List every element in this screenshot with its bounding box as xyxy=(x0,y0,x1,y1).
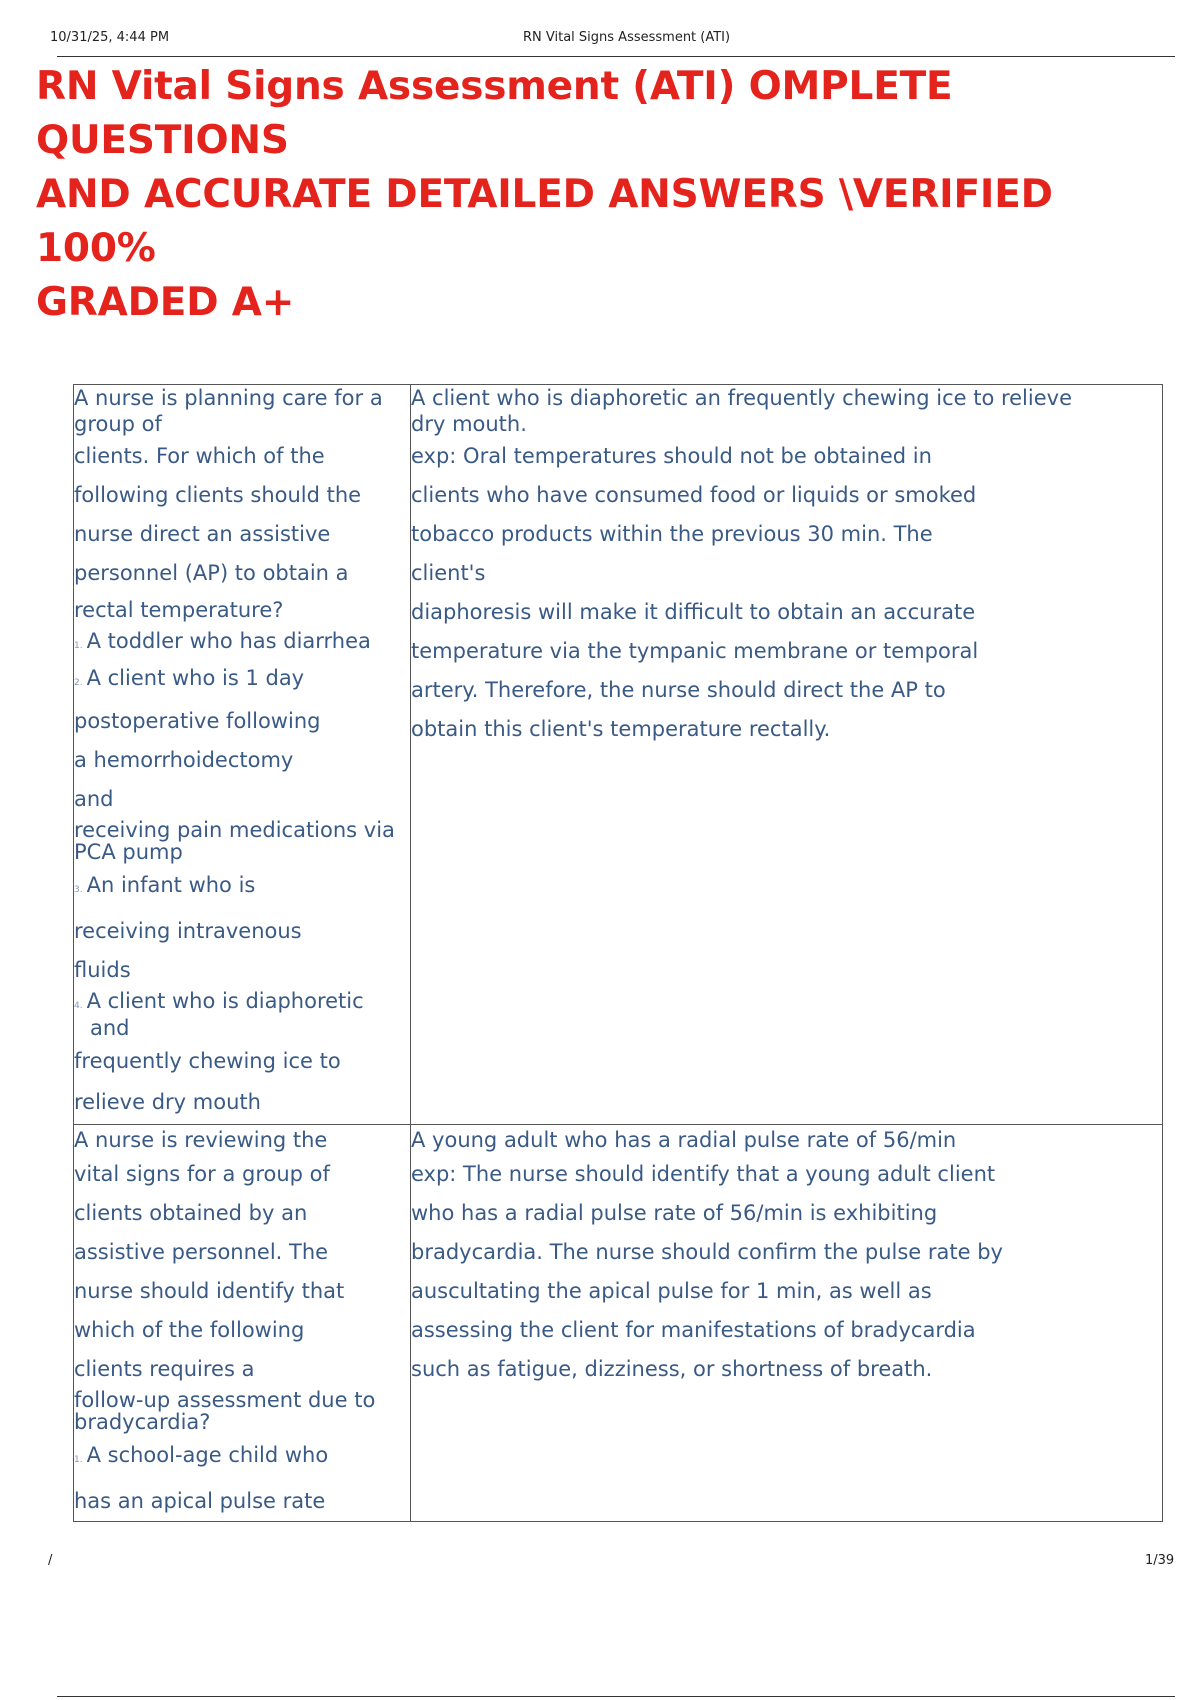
question-line: nurse direct an assistive xyxy=(74,522,331,546)
question-line: and xyxy=(90,1016,130,1040)
option-number: 3. xyxy=(74,885,83,895)
question-line: clients requires a xyxy=(74,1357,255,1381)
option-number: 2. xyxy=(74,678,83,688)
bottom-divider xyxy=(57,1696,1175,1697)
answer-line: who has a radial pulse rate of 56/min is exhibiting xyxy=(411,1201,938,1225)
question-line: A nurse is planning care for a xyxy=(74,386,383,410)
answer-line: client's xyxy=(411,561,486,585)
question-line: clients obtained by an xyxy=(74,1201,308,1225)
question-line: A nurse is reviewing the xyxy=(74,1128,328,1152)
question-line: receiving pain medications via xyxy=(74,818,395,842)
question-line: clients. For which of the xyxy=(74,444,325,468)
option-text: A client who is diaphoretic xyxy=(86,989,364,1013)
question-line: has an apical pulse rate xyxy=(74,1489,326,1513)
question-line: relieve dry mouth xyxy=(74,1090,261,1114)
question-line: nurse should identify that xyxy=(74,1279,345,1303)
answer-line: A client who is diaphoretic an frequently chewing ice to relieve xyxy=(411,386,1072,410)
answer-line: A young adult who has a radial pulse rate of 56/min xyxy=(411,1128,957,1152)
answer-line: temperature via the tympanic membrane or temporal xyxy=(411,639,979,663)
footer-mark: / xyxy=(48,1553,53,1568)
answer-line: clients who have consumed food or liquids or smoked xyxy=(411,483,977,507)
question-line: rectal temperature? xyxy=(74,598,284,622)
question-line: which of the following xyxy=(74,1318,305,1342)
question-line: assistive personnel. The xyxy=(74,1240,329,1264)
page-number: 1/39 xyxy=(1145,1553,1175,1568)
answer-line: exp: The nurse should identify that a young adult client xyxy=(411,1162,996,1186)
title-line: RN Vital Signs Assessment (ATI) OMPLETE QUESTIONS xyxy=(36,64,953,163)
option-text: A school-age child who xyxy=(86,1443,329,1467)
question-line: and xyxy=(74,787,114,811)
option-number: 1. xyxy=(74,641,83,651)
option-number: 4. xyxy=(74,1001,83,1011)
option-item xyxy=(74,628,410,659)
answer-line: tobacco products within the previous 30 min. The xyxy=(411,522,933,546)
option-number: 1. xyxy=(74,1455,83,1465)
answer-line: such as fatigue, dizziness, or shortness of breath. xyxy=(411,1357,933,1381)
option-text: A toddler who has diarrhea xyxy=(86,629,371,653)
answer-cell xyxy=(411,385,1163,1125)
question-line: postoperative following xyxy=(74,709,321,733)
option-text: An infant who is xyxy=(86,873,256,897)
option-item xyxy=(74,863,410,912)
title-line: GRADED A+ xyxy=(36,280,295,325)
question-line: frequently chewing ice to xyxy=(74,1049,341,1073)
question-line: following clients should the xyxy=(74,483,362,507)
qa-table xyxy=(73,384,1163,1522)
option-item xyxy=(74,659,410,702)
answer-line: artery. Therefore, the nurse should direct the AP to xyxy=(411,678,946,702)
print-timestamp: 10/31/25, 4:44 PM xyxy=(50,30,170,45)
question-line: a hemorrhoidectomy xyxy=(74,748,294,772)
answer-line: assessing the client for manifestations of bradycardia xyxy=(411,1318,976,1342)
answer-line: exp: Oral temperatures should not be obtained in xyxy=(411,444,932,468)
title-line: AND ACCURATE DETAILED ANSWERS \VERIFIED 100% xyxy=(36,172,1053,271)
answer-line: diaphoresis will make it difficult to obtain an accurate xyxy=(411,600,976,624)
answer-line: auscultating the apical pulse for 1 min, as well as xyxy=(411,1279,932,1303)
question-line: receiving intravenous xyxy=(74,919,302,943)
option-text: A client who is 1 day xyxy=(86,666,305,690)
answer-cell xyxy=(411,1125,1163,1522)
question-line: group of xyxy=(74,412,162,436)
table-row xyxy=(74,385,1163,1125)
option-item xyxy=(74,990,410,1017)
question-line: vital signs for a group of xyxy=(74,1162,330,1186)
question-line: bradycardia? xyxy=(74,1410,211,1434)
answer-line: dry mouth. xyxy=(411,412,527,436)
option-item xyxy=(74,1433,410,1482)
print-document-title: RN Vital Signs Assessment (ATI) xyxy=(523,30,731,45)
question-cell xyxy=(74,385,411,1125)
question-line: follow-up assessment due to xyxy=(74,1388,376,1412)
answer-line: bradycardia. The nurse should confirm the pulse rate by xyxy=(411,1240,1003,1264)
answer-line: obtain this client's temperature rectally. xyxy=(411,717,831,741)
header-divider xyxy=(57,56,1175,57)
question-cell xyxy=(74,1125,411,1522)
question-line: personnel (AP) to obtain a xyxy=(74,561,349,585)
page-title xyxy=(36,60,1176,330)
table-row xyxy=(74,1125,1163,1522)
question-line: PCA pump xyxy=(74,840,183,864)
question-line: fluids xyxy=(74,958,131,982)
